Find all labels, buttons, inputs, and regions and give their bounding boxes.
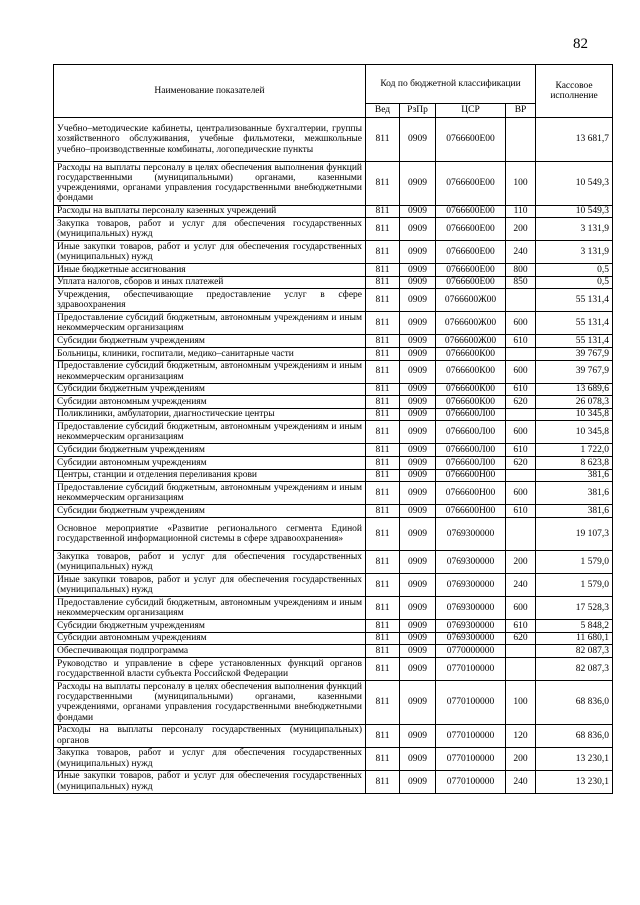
row-ved: 811 <box>366 241 400 264</box>
table-row <box>54 551 613 574</box>
row-rzpr: 0909 <box>400 469 436 482</box>
row-csr: 0769300000 <box>436 551 506 574</box>
row-vr: 610 <box>506 620 536 633</box>
row-amount: 13 230,1 <box>536 747 613 770</box>
row-ved: 811 <box>366 517 400 550</box>
row-ved: 811 <box>366 645 400 658</box>
table-row <box>54 264 613 277</box>
header-name: Наименование показателей <box>54 65 366 118</box>
header-vr: ВР <box>506 104 536 118</box>
table-row <box>54 505 613 518</box>
row-name: Субсидии бюджетным учреждениям <box>54 505 366 518</box>
row-amount: 5 848,2 <box>536 620 613 633</box>
row-csr: 0770100000 <box>436 770 506 793</box>
row-vr: 600 <box>506 482 536 505</box>
table-row <box>54 456 613 469</box>
row-amount: 82 087,3 <box>536 645 613 658</box>
row-vr <box>506 469 536 482</box>
header-ved: Вед <box>366 104 400 118</box>
row-csr: 0766600Ж00 <box>436 289 506 312</box>
row-rzpr: 0909 <box>400 680 436 724</box>
row-amount: 68 836,0 <box>536 680 613 724</box>
row-vr: 110 <box>506 205 536 218</box>
header-amount: Кассовое исполнение <box>536 65 613 118</box>
row-csr: 0766600Е00 <box>436 218 506 241</box>
row-csr: 0769300000 <box>436 632 506 645</box>
row-name: Предоставление субсидий бюджетным, автономным учреждениям и иным некоммерческим организациям <box>54 312 366 335</box>
row-vr: 200 <box>506 218 536 241</box>
row-csr: 0766600Л00 <box>436 408 506 421</box>
row-vr <box>506 118 536 162</box>
row-rzpr: 0909 <box>400 396 436 409</box>
row-name: Руководство и управление в сфере установленных функций органов государственной власти субъекта Российской Федерации <box>54 657 366 680</box>
budget-execution-table <box>53 64 613 794</box>
row-rzpr: 0909 <box>400 421 436 444</box>
row-amount: 0,5 <box>536 264 613 277</box>
row-rzpr: 0909 <box>400 657 436 680</box>
row-vr: 240 <box>506 770 536 793</box>
row-vr <box>506 657 536 680</box>
row-ved: 811 <box>366 469 400 482</box>
row-amount: 82 087,3 <box>536 657 613 680</box>
row-rzpr: 0909 <box>400 347 436 360</box>
table-row <box>54 312 613 335</box>
row-csr: 0766600Е00 <box>436 118 506 162</box>
row-rzpr: 0909 <box>400 205 436 218</box>
row-vr <box>506 408 536 421</box>
row-csr: 0766600К00 <box>436 396 506 409</box>
table-row <box>54 360 613 383</box>
row-amount: 10 345,8 <box>536 408 613 421</box>
row-rzpr: 0909 <box>400 312 436 335</box>
row-amount: 3 131,9 <box>536 218 613 241</box>
row-ved: 811 <box>366 770 400 793</box>
row-ved: 811 <box>366 551 400 574</box>
row-amount: 55 131,4 <box>536 289 613 312</box>
row-ved: 811 <box>366 597 400 620</box>
row-csr: 0766600К00 <box>436 360 506 383</box>
row-csr: 0769300000 <box>436 574 506 597</box>
row-rzpr: 0909 <box>400 444 436 457</box>
row-rzpr: 0909 <box>400 517 436 550</box>
row-vr: 100 <box>506 680 536 724</box>
header-rzpr: РзПр <box>400 104 436 118</box>
row-name: Закупка товаров, работ и услуг для обеспечения государственных (муниципальных) нужд <box>54 551 366 574</box>
row-ved: 811 <box>366 218 400 241</box>
row-vr <box>506 289 536 312</box>
table-row <box>54 469 613 482</box>
row-vr: 240 <box>506 574 536 597</box>
row-vr: 600 <box>506 312 536 335</box>
row-name: Расходы на выплаты персоналу в целях обеспечения выполнения функций государственными (муниципальными) органами, казенными учреждениями, органами управления государственными внебюджетными фондами <box>54 161 366 205</box>
row-csr: 0766600Н00 <box>436 469 506 482</box>
row-ved: 811 <box>366 161 400 205</box>
row-amount: 381,6 <box>536 469 613 482</box>
row-csr: 0766600К00 <box>436 383 506 396</box>
row-name: Учебно–методические кабинеты, централизованные бухгалтерии, группы хозяйственного обслуживания, учебные фильмотеки, межшкольные учебно–производственные комбинаты, логопедические пункты <box>54 118 366 162</box>
row-vr: 610 <box>506 505 536 518</box>
row-csr: 0766600Е00 <box>436 264 506 277</box>
row-csr: 0766600Ж00 <box>436 335 506 348</box>
table-row <box>54 161 613 205</box>
row-csr: 0769300000 <box>436 620 506 633</box>
row-name: Иные закупки товаров, работ и услуг для обеспечения государственных (муниципальных) нужд <box>54 574 366 597</box>
row-amount: 11 680,1 <box>536 632 613 645</box>
row-vr: 120 <box>506 724 536 747</box>
row-csr: 0766600К00 <box>436 347 506 360</box>
row-csr: 0770000000 <box>436 645 506 658</box>
row-name: Уплата налогов, сборов и иных платежей <box>54 276 366 289</box>
row-ved: 811 <box>366 264 400 277</box>
row-vr <box>506 645 536 658</box>
row-amount: 10 549,3 <box>536 205 613 218</box>
row-amount: 68 836,0 <box>536 724 613 747</box>
table-body <box>54 118 613 794</box>
row-name: Расходы на выплаты персоналу в целях обеспечения выполнения функций государственными (муниципальными) органами, казенными учреждениями, органами управления государственными внебюджетными фондами <box>54 680 366 724</box>
table-row <box>54 118 613 162</box>
row-vr: 600 <box>506 597 536 620</box>
row-csr: 0766600Ж00 <box>436 312 506 335</box>
row-vr <box>506 347 536 360</box>
row-ved: 811 <box>366 347 400 360</box>
row-vr: 610 <box>506 335 536 348</box>
row-rzpr: 0909 <box>400 118 436 162</box>
row-csr: 0769300000 <box>436 597 506 620</box>
row-name: Субсидии автономным учреждениям <box>54 632 366 645</box>
row-name: Предоставление субсидий бюджетным, автономным учреждениям и иным некоммерческим организациям <box>54 597 366 620</box>
row-ved: 811 <box>366 421 400 444</box>
table-row <box>54 724 613 747</box>
row-name: Закупка товаров, работ и услуг для обеспечения государственных (муниципальных) нужд <box>54 747 366 770</box>
row-rzpr: 0909 <box>400 264 436 277</box>
row-rzpr: 0909 <box>400 632 436 645</box>
table-row <box>54 335 613 348</box>
row-ved: 811 <box>366 747 400 770</box>
row-csr: 0766600Л00 <box>436 456 506 469</box>
row-ved: 811 <box>366 680 400 724</box>
row-amount: 26 078,3 <box>536 396 613 409</box>
row-name: Субсидии автономным учреждениям <box>54 396 366 409</box>
row-csr: 0766600Е00 <box>436 241 506 264</box>
page-number: 82 <box>573 36 588 52</box>
table-row <box>54 747 613 770</box>
row-vr: 240 <box>506 241 536 264</box>
row-vr: 800 <box>506 264 536 277</box>
row-name: Субсидии бюджетным учреждениям <box>54 335 366 348</box>
row-csr: 0766600Л00 <box>436 444 506 457</box>
row-rzpr: 0909 <box>400 597 436 620</box>
row-ved: 811 <box>366 456 400 469</box>
row-amount: 19 107,3 <box>536 517 613 550</box>
row-vr: 620 <box>506 456 536 469</box>
row-ved: 811 <box>366 360 400 383</box>
row-ved: 811 <box>366 383 400 396</box>
row-rzpr: 0909 <box>400 161 436 205</box>
row-rzpr: 0909 <box>400 360 436 383</box>
row-name: Субсидии автономным учреждениям <box>54 456 366 469</box>
row-name: Предоставление субсидий бюджетным, автономным учреждениям и иным некоммерческим организациям <box>54 482 366 505</box>
row-amount: 13 689,6 <box>536 383 613 396</box>
header-budget-classification: Код по бюджетной классификации <box>366 65 536 104</box>
row-ved: 811 <box>366 657 400 680</box>
table-row <box>54 289 613 312</box>
row-name: Учреждения, обеспечивающие предоставление услуг в сфере здравоохранения <box>54 289 366 312</box>
row-ved: 811 <box>366 724 400 747</box>
row-rzpr: 0909 <box>400 747 436 770</box>
row-name: Иные закупки товаров, работ и услуг для обеспечения государственных (муниципальных) нужд <box>54 770 366 793</box>
row-csr: 0766600Е00 <box>436 276 506 289</box>
row-csr: 0766600Н00 <box>436 482 506 505</box>
row-amount: 10 345,8 <box>536 421 613 444</box>
row-ved: 811 <box>366 620 400 633</box>
row-name: Закупка товаров, работ и услуг для обеспечения государственных (муниципальных) нужд <box>54 218 366 241</box>
row-ved: 811 <box>366 408 400 421</box>
table-row <box>54 657 613 680</box>
table-row <box>54 770 613 793</box>
row-name: Поликлиники, амбулатории, диагностические центры <box>54 408 366 421</box>
table-row <box>54 597 613 620</box>
row-amount: 8 623,8 <box>536 456 613 469</box>
row-ved: 811 <box>366 482 400 505</box>
row-vr: 620 <box>506 396 536 409</box>
table-row <box>54 396 613 409</box>
row-name: Иные бюджетные ассигнования <box>54 264 366 277</box>
row-amount: 39 767,9 <box>536 360 613 383</box>
row-amount: 0,5 <box>536 276 613 289</box>
row-name: Обеспечивающая подпрограмма <box>54 645 366 658</box>
row-csr: 0766600Е00 <box>436 161 506 205</box>
table-row <box>54 276 613 289</box>
row-csr: 0770100000 <box>436 680 506 724</box>
row-ved: 811 <box>366 289 400 312</box>
row-ved: 811 <box>366 276 400 289</box>
row-amount: 55 131,4 <box>536 312 613 335</box>
table-row <box>54 444 613 457</box>
row-rzpr: 0909 <box>400 241 436 264</box>
table-row <box>54 241 613 264</box>
row-rzpr: 0909 <box>400 724 436 747</box>
table-row <box>54 680 613 724</box>
row-name: Предоставление субсидий бюджетным, автономным учреждениям и иным некоммерческим организациям <box>54 421 366 444</box>
row-name: Субсидии бюджетным учреждениям <box>54 620 366 633</box>
row-rzpr: 0909 <box>400 408 436 421</box>
row-rzpr: 0909 <box>400 505 436 518</box>
row-ved: 811 <box>366 205 400 218</box>
row-amount: 13 681,7 <box>536 118 613 162</box>
table-row <box>54 517 613 550</box>
row-amount: 381,6 <box>536 505 613 518</box>
row-name: Больницы, клиники, госпитали, медико–санитарные части <box>54 347 366 360</box>
row-vr <box>506 517 536 550</box>
row-csr: 0766600Н00 <box>436 505 506 518</box>
row-csr: 0770100000 <box>436 747 506 770</box>
row-name: Центры, станции и отделения переливания крови <box>54 469 366 482</box>
table-row <box>54 408 613 421</box>
row-ved: 811 <box>366 444 400 457</box>
row-rzpr: 0909 <box>400 456 436 469</box>
row-ved: 811 <box>366 335 400 348</box>
row-csr: 0769300000 <box>436 517 506 550</box>
table-row <box>54 218 613 241</box>
row-rzpr: 0909 <box>400 276 436 289</box>
row-amount: 17 528,3 <box>536 597 613 620</box>
row-vr: 600 <box>506 421 536 444</box>
row-rzpr: 0909 <box>400 551 436 574</box>
row-name: Иные закупки товаров, работ и услуг для обеспечения государственных (муниципальных) нужд <box>54 241 366 264</box>
row-csr: 0770100000 <box>436 724 506 747</box>
table-row <box>54 620 613 633</box>
row-vr: 610 <box>506 444 536 457</box>
table-row <box>54 205 613 218</box>
row-amount: 3 131,9 <box>536 241 613 264</box>
row-amount: 55 131,4 <box>536 335 613 348</box>
table-row <box>54 645 613 658</box>
row-vr: 200 <box>506 747 536 770</box>
row-name: Основное мероприятие «Развитие регионального сегмента Единой государственной информационной системы в сфере здравоохранения» <box>54 517 366 550</box>
row-name: Расходы на выплаты персоналу казенных учреждений <box>54 205 366 218</box>
row-vr: 100 <box>506 161 536 205</box>
row-ved: 811 <box>366 574 400 597</box>
row-ved: 811 <box>366 505 400 518</box>
row-csr: 0770100000 <box>436 657 506 680</box>
row-amount: 39 767,9 <box>536 347 613 360</box>
row-amount: 10 549,3 <box>536 161 613 205</box>
row-vr: 200 <box>506 551 536 574</box>
row-rzpr: 0909 <box>400 645 436 658</box>
row-rzpr: 0909 <box>400 218 436 241</box>
table-row <box>54 347 613 360</box>
row-rzpr: 0909 <box>400 620 436 633</box>
row-amount: 13 230,1 <box>536 770 613 793</box>
row-name: Предоставление субсидий бюджетным, автономным учреждениям и иным некоммерческим организациям <box>54 360 366 383</box>
table-row <box>54 421 613 444</box>
row-ved: 811 <box>366 396 400 409</box>
row-vr: 610 <box>506 383 536 396</box>
row-amount: 1 579,0 <box>536 574 613 597</box>
row-ved: 811 <box>366 632 400 645</box>
table-row <box>54 632 613 645</box>
row-rzpr: 0909 <box>400 574 436 597</box>
table-row <box>54 383 613 396</box>
row-ved: 811 <box>366 312 400 335</box>
row-vr: 850 <box>506 276 536 289</box>
table-row <box>54 482 613 505</box>
row-name: Расходы на выплаты персоналу государственных (муниципальных) органов <box>54 724 366 747</box>
row-amount: 1 579,0 <box>536 551 613 574</box>
row-rzpr: 0909 <box>400 770 436 793</box>
row-rzpr: 0909 <box>400 482 436 505</box>
row-rzpr: 0909 <box>400 335 436 348</box>
header-csr: ЦСР <box>436 104 506 118</box>
row-rzpr: 0909 <box>400 383 436 396</box>
row-rzpr: 0909 <box>400 289 436 312</box>
row-csr: 0766600Л00 <box>436 421 506 444</box>
row-name: Субсидии бюджетным учреждениям <box>54 444 366 457</box>
row-vr: 620 <box>506 632 536 645</box>
row-amount: 381,6 <box>536 482 613 505</box>
row-name: Субсидии бюджетным учреждениям <box>54 383 366 396</box>
row-vr: 600 <box>506 360 536 383</box>
row-ved: 811 <box>366 118 400 162</box>
row-csr: 0766600Е00 <box>436 205 506 218</box>
table-row <box>54 574 613 597</box>
row-amount: 1 722,0 <box>536 444 613 457</box>
